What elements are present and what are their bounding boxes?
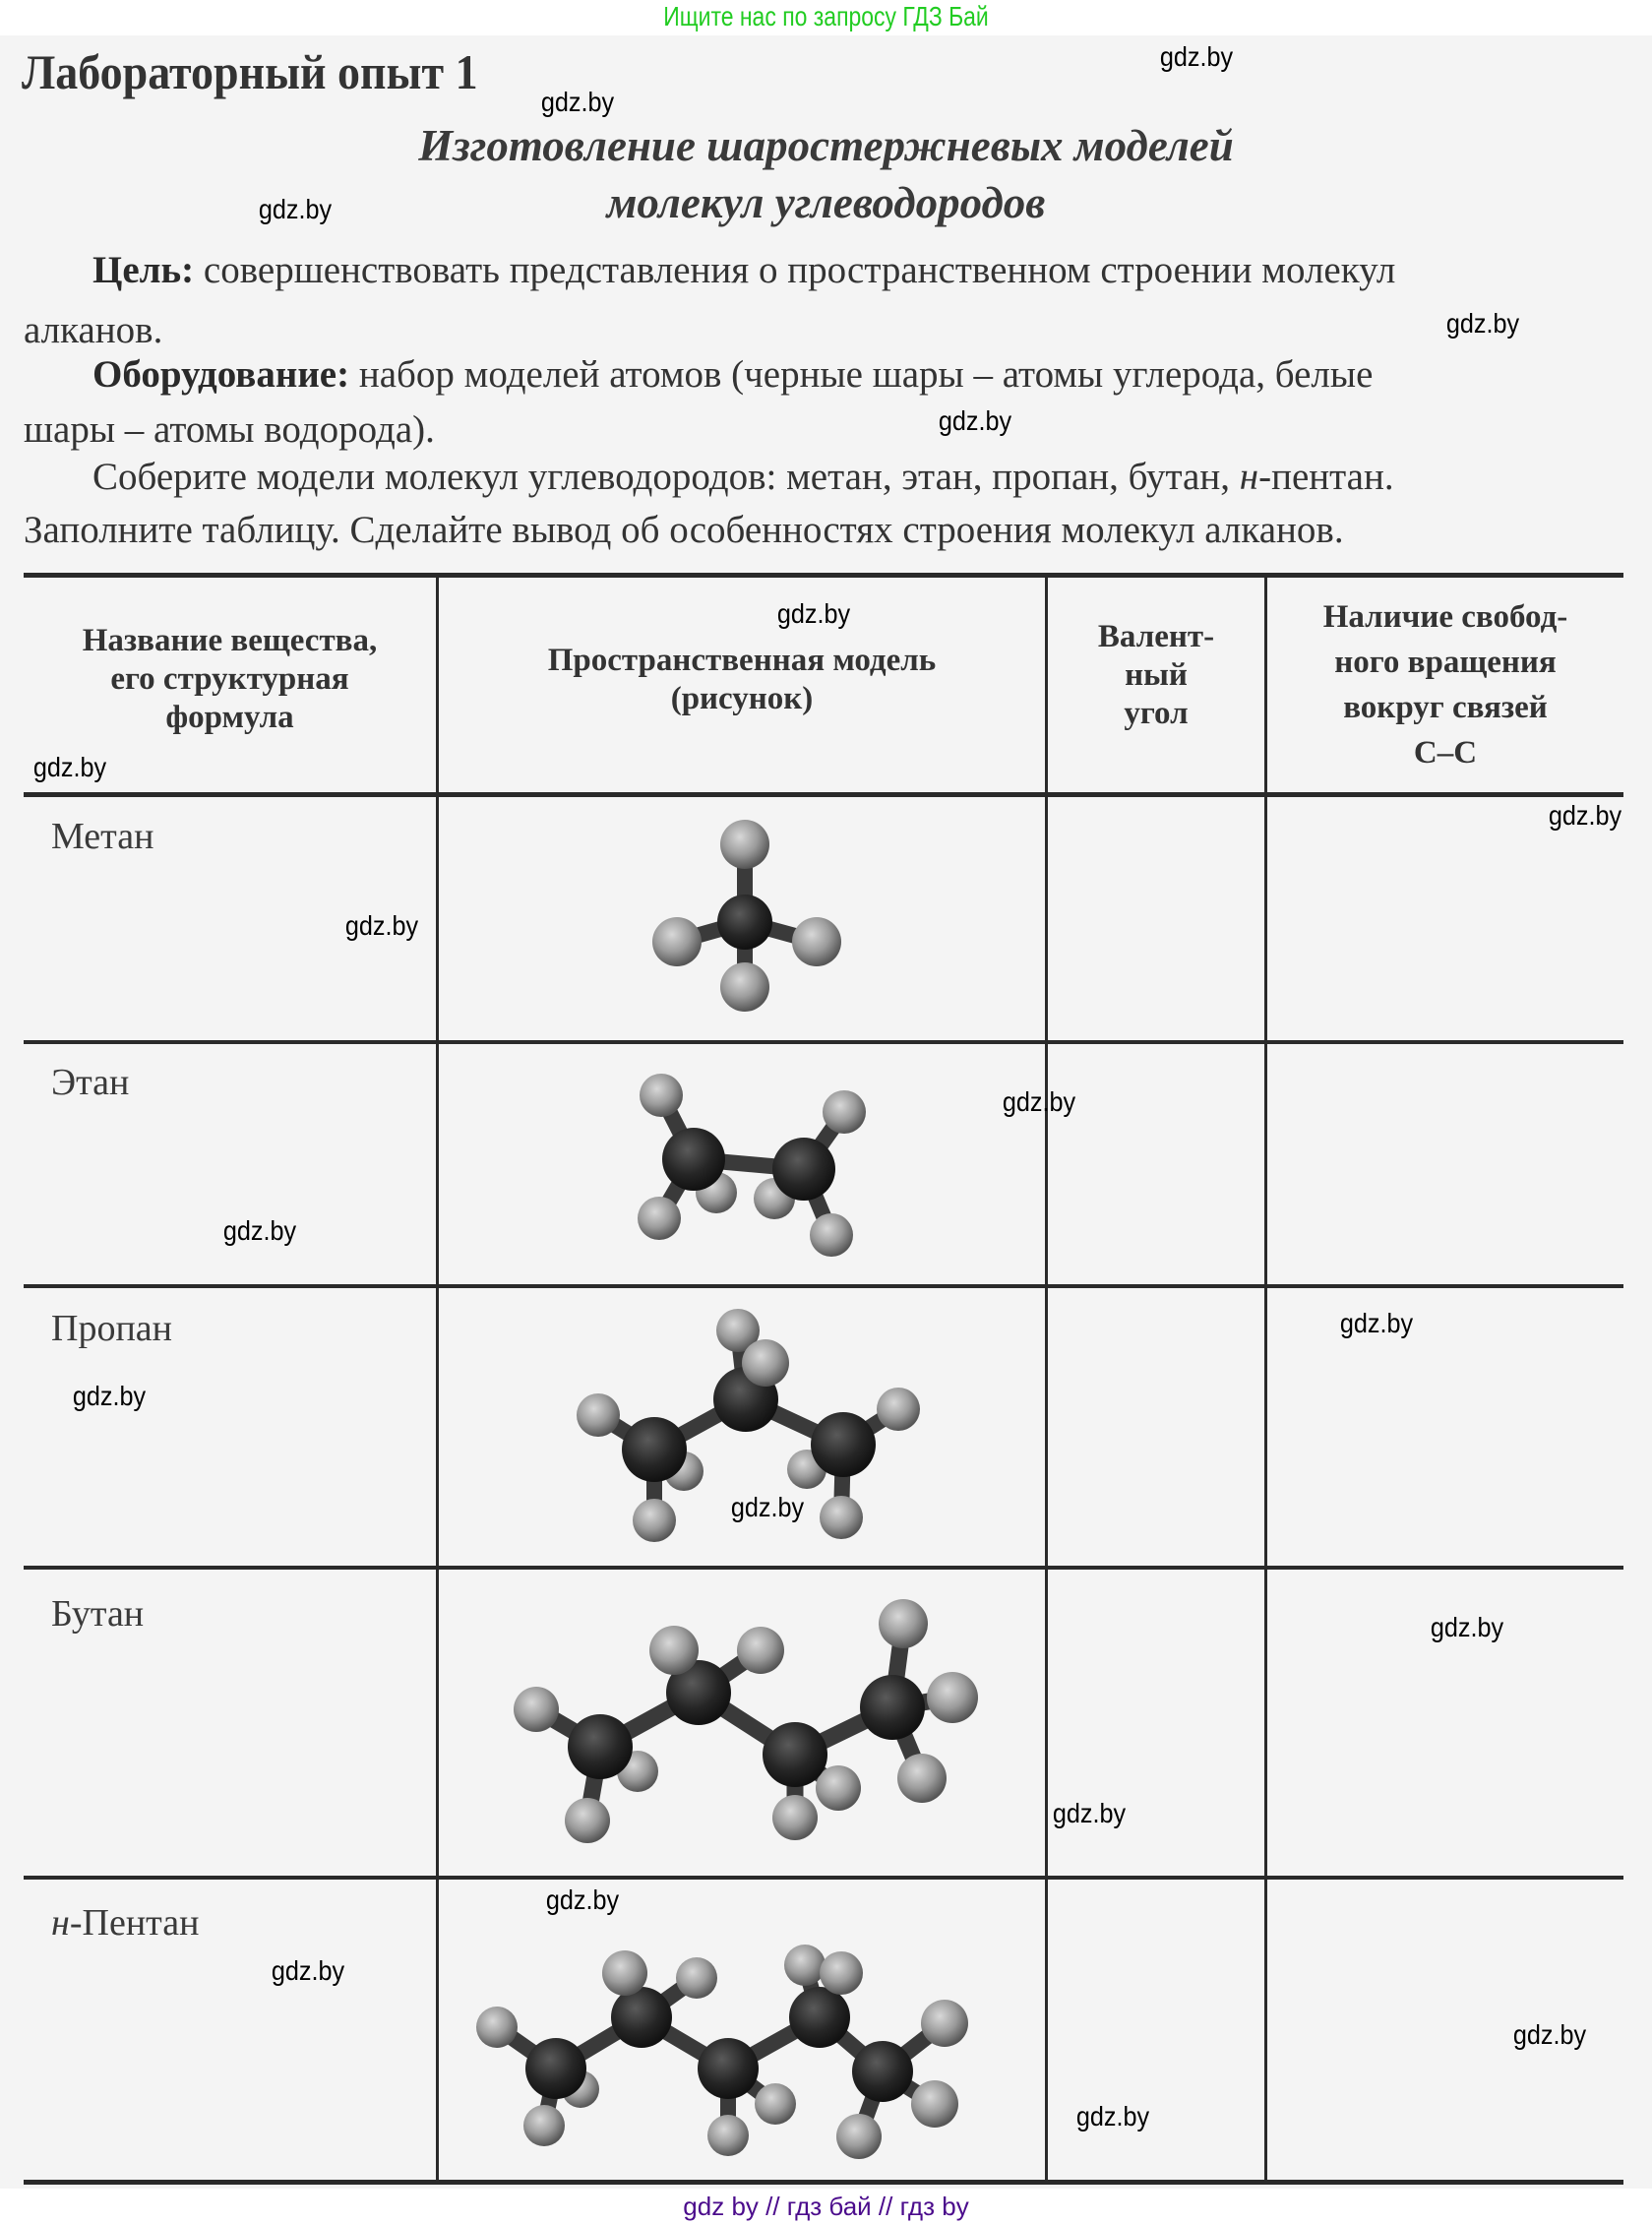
methane-model <box>652 820 841 1012</box>
watermark: gdz.by <box>1548 800 1622 831</box>
watermark: gdz.by <box>540 87 615 117</box>
header-line: Пространственная модель <box>547 643 937 678</box>
goal-label: Цель: <box>92 249 195 291</box>
task-text-end: -пентан. <box>1258 456 1394 498</box>
ethane-model <box>638 1074 866 1257</box>
watermark: gdz.by <box>1430 1612 1504 1642</box>
pentane-prefix: н <box>51 1902 70 1944</box>
watermark: gdz.by <box>1159 41 1234 72</box>
watermark: gdz.by <box>1512 2019 1587 2050</box>
header-line: его структурная <box>110 661 349 697</box>
header-line: угол <box>1124 696 1189 731</box>
butane-model <box>514 1599 978 1843</box>
watermark: gdz.by <box>1339 1308 1414 1338</box>
header-line: (рисунок) <box>670 681 814 716</box>
pentane-name: -Пентан <box>69 1902 200 1944</box>
header-line: Наличие свобод- <box>1322 599 1568 635</box>
equipment-text-continued: шары – атомы водорода). <box>24 408 435 451</box>
header-line: С–С <box>1413 735 1478 771</box>
watermark: gdz.by <box>1445 308 1520 339</box>
task-text-continued: Заполните таблицу. Сделайте вывод об особенностях строения молекул алканов. <box>24 509 1344 551</box>
header-line: Валент- <box>1097 619 1215 654</box>
watermark: gdz.by <box>222 1215 297 1246</box>
header-line: вокруг связей <box>1343 690 1548 725</box>
goal-text-continued: алканов. <box>24 309 163 351</box>
watermark: gdz.by <box>730 1492 805 1522</box>
watermark: gdz.by <box>32 752 107 782</box>
watermark: gdz.by <box>344 910 419 941</box>
watermark: gdz.by <box>545 1884 620 1915</box>
lab-subtitle-line1: Изготовление шаростержневых моделей <box>418 121 1234 170</box>
top-banner: Ищите нас по запросу ГДЗ Бай <box>149 0 1503 35</box>
watermark: gdz.by <box>258 194 333 224</box>
header-line: формула <box>165 700 294 735</box>
watermark: gdz.by <box>1002 1086 1076 1117</box>
row-name-butane: Бутан <box>51 1593 145 1635</box>
row-name-ethane: Этан <box>51 1062 130 1103</box>
lab-title: Лабораторный опыт 1 <box>22 44 478 99</box>
header-line: ного вращения <box>1334 645 1557 680</box>
header-line: Название вещества, <box>82 623 378 658</box>
task-italic-n: н <box>1239 456 1259 498</box>
row-name-methane: Метан <box>51 816 154 857</box>
watermark: gdz.by <box>1075 2101 1150 2131</box>
header-line: ный <box>1125 657 1188 693</box>
task-text: Соберите модели молекул углеводородов: метан, этан, пропан, бутан, <box>92 456 1240 498</box>
watermark: gdz.by <box>938 405 1012 436</box>
lab-subtitle-line2: молекул углеводородов <box>606 178 1046 227</box>
row-name-propane: Пропан <box>51 1308 172 1349</box>
watermark: gdz.by <box>1052 1798 1127 1828</box>
equipment-text: набор моделей атомов (черные шары – атомы углерода, белые <box>349 353 1374 396</box>
watermark: gdz.by <box>271 1955 345 1986</box>
pentane-model <box>476 1945 968 2159</box>
watermark: gdz.by <box>72 1381 147 1411</box>
equipment-label: Оборудование: <box>92 353 350 396</box>
goal-text: совершенствовать представления о пространственном строении молекул <box>194 249 1396 291</box>
bottom-banner: gdz by // гдз бай // гдз by <box>0 2189 1652 2224</box>
watermark: gdz.by <box>776 598 851 629</box>
